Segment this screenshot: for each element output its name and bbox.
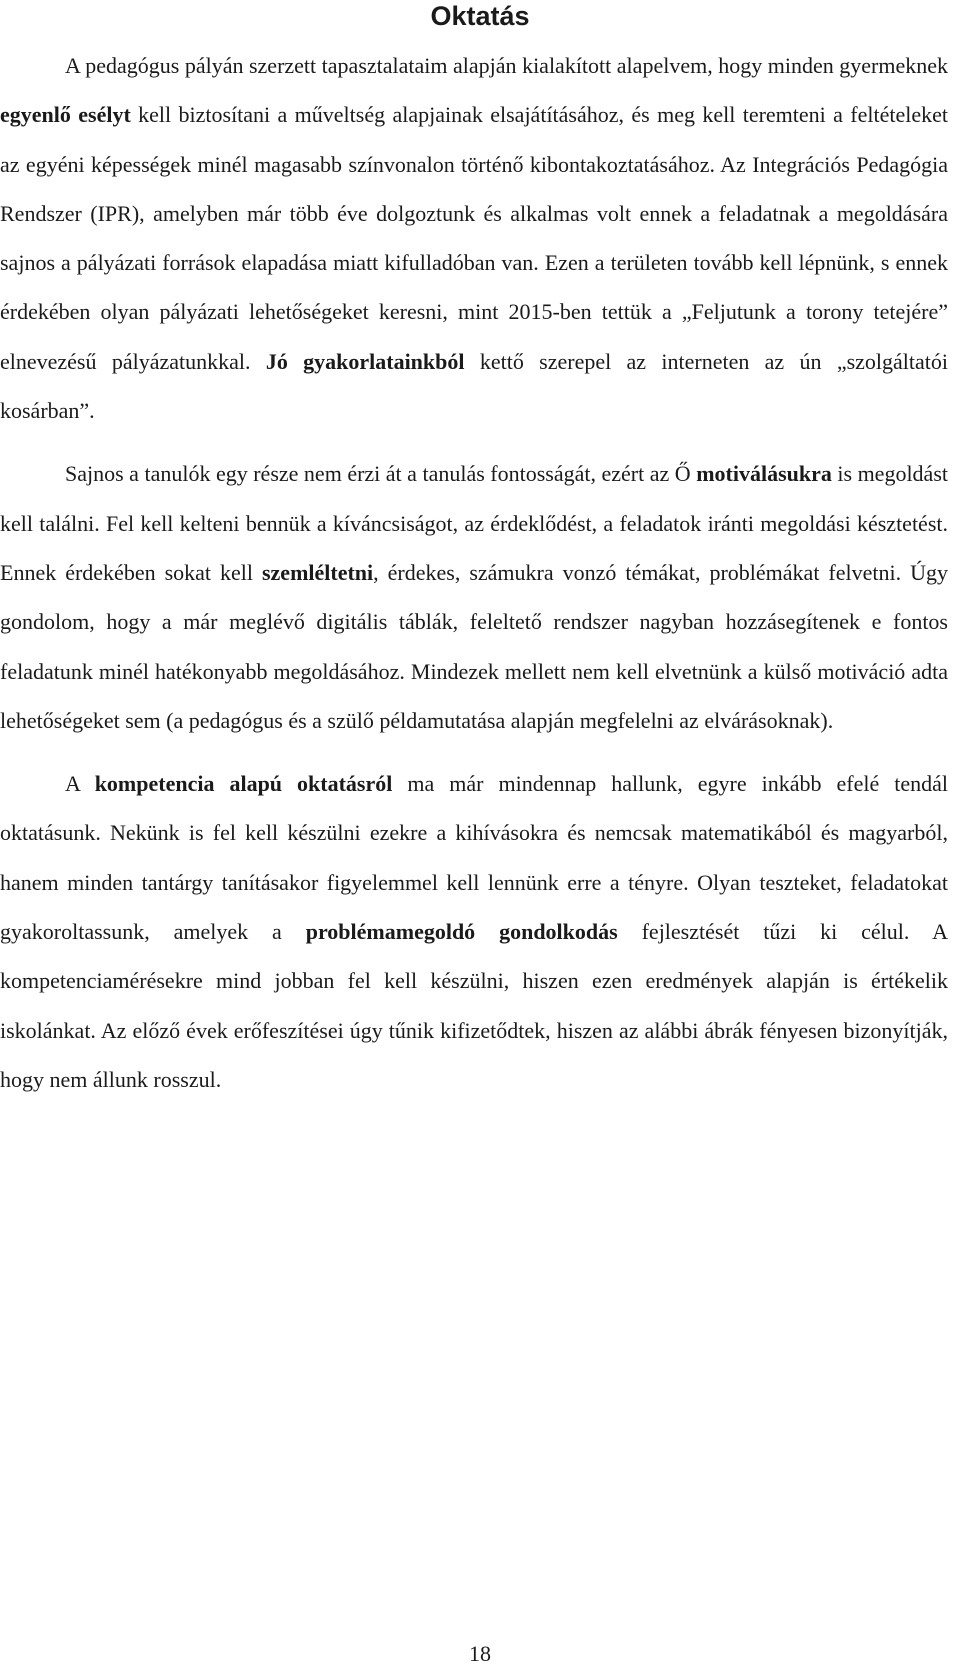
text-run: , érdekes, számukra vonzó témákat, problémákat felvetni. Úgy gondolom, hogy a már meglévő digitális táblák, feleltető rendszer nagyban hozzásegítenek e fontos feladatunk minél hatékonyabb megoldásához. Mindezek mellett nem kell elvetnünk a külső motiváció adta lehetőségeket sem (a pedagógus és a szülő példamutatása alapján megfelelni az elvárásoknak). bbox=[0, 559, 948, 733]
page-title: Oktatás bbox=[430, 1, 530, 31]
text-run: A pedagógus pályán szerzett tapasztalataim alapján kialakított alapelvem, hogy minden gyermeknek bbox=[65, 53, 948, 78]
text-run: fejlesztését tűzi ki célul. A kompetenciamérésekre mind jobban fel kell készülni, hiszen ezen eredmények alapján is értékelik iskolánkat. Az előző évek erőfeszítései úgy tűnik kifizetődtek, hiszen az alábbi ábrák fényesen bizonyítják, hogy nem állunk rosszul. bbox=[0, 919, 948, 1092]
text-run: Sajnos a tanulók egy része nem érzi át a tanulás fontosságát, ezért az Ő bbox=[65, 461, 697, 487]
bold-text: motiválásukra bbox=[696, 461, 832, 487]
paragraph-3 bbox=[0, 759, 948, 1104]
paragraph-2 bbox=[0, 449, 948, 745]
page-number: 18 bbox=[469, 1641, 491, 1666]
text-run: kettő szerepel az interneten az ún „szolgáltatói kosárban”. bbox=[0, 348, 949, 424]
bold-text: problémamegoldó gondolkodás bbox=[305, 919, 618, 945]
bold-text: egyenlő esélyt bbox=[0, 102, 131, 128]
text-run: ma már mindennap hallunk, egyre inkább efelé tendál oktatásunk. Nekünk is fel kell készülni ezekre a kihívásokra és nemcsak matematikából és magyarból, hanem minden tantárgy tanításakor figyelemmel kell lennünk erre a tényre. Olyan teszteket, feladatokat gyakoroltassunk, amelyek a bbox=[0, 771, 948, 945]
body-text bbox=[0, 41, 948, 1104]
bold-text: kompetencia alapú oktatásról bbox=[94, 771, 393, 797]
paragraph-1 bbox=[0, 41, 948, 435]
bold-text: Jó gyakorlatainkból bbox=[265, 348, 465, 374]
bold-text: szemléltetni bbox=[261, 559, 374, 585]
text-run: is megoldást kell találni. Fel kell kelteni bennük a kíváncsiságot, az érdeklődést, a feladatok iránti megoldási késztetést. Ennek érdekében sokat kell bbox=[0, 461, 948, 585]
text-run: A bbox=[65, 771, 95, 797]
text-run: kell biztosítani a műveltség alapjainak elsajátításához, és meg kell teremteni a feltételeket az egyéni képességek minél magasabb színvonalon történő kibontakoztatásához. Az Integrációs Pedagógia Rendszer (IPR), amelyben már több éve dolgoztunk és alkalmas volt ennek a feladatnak a megoldására sajnos a pályázati források elapadása miatt kifulladóban van. Ezen a területen tovább kell lépnünk, s ennek érdekében olyan pályázati lehetőségeket keresni, mint 2015-ben tettük a „Feljutunk a torony tetejére” elnevezésű pályázatunkkal. bbox=[0, 102, 948, 374]
